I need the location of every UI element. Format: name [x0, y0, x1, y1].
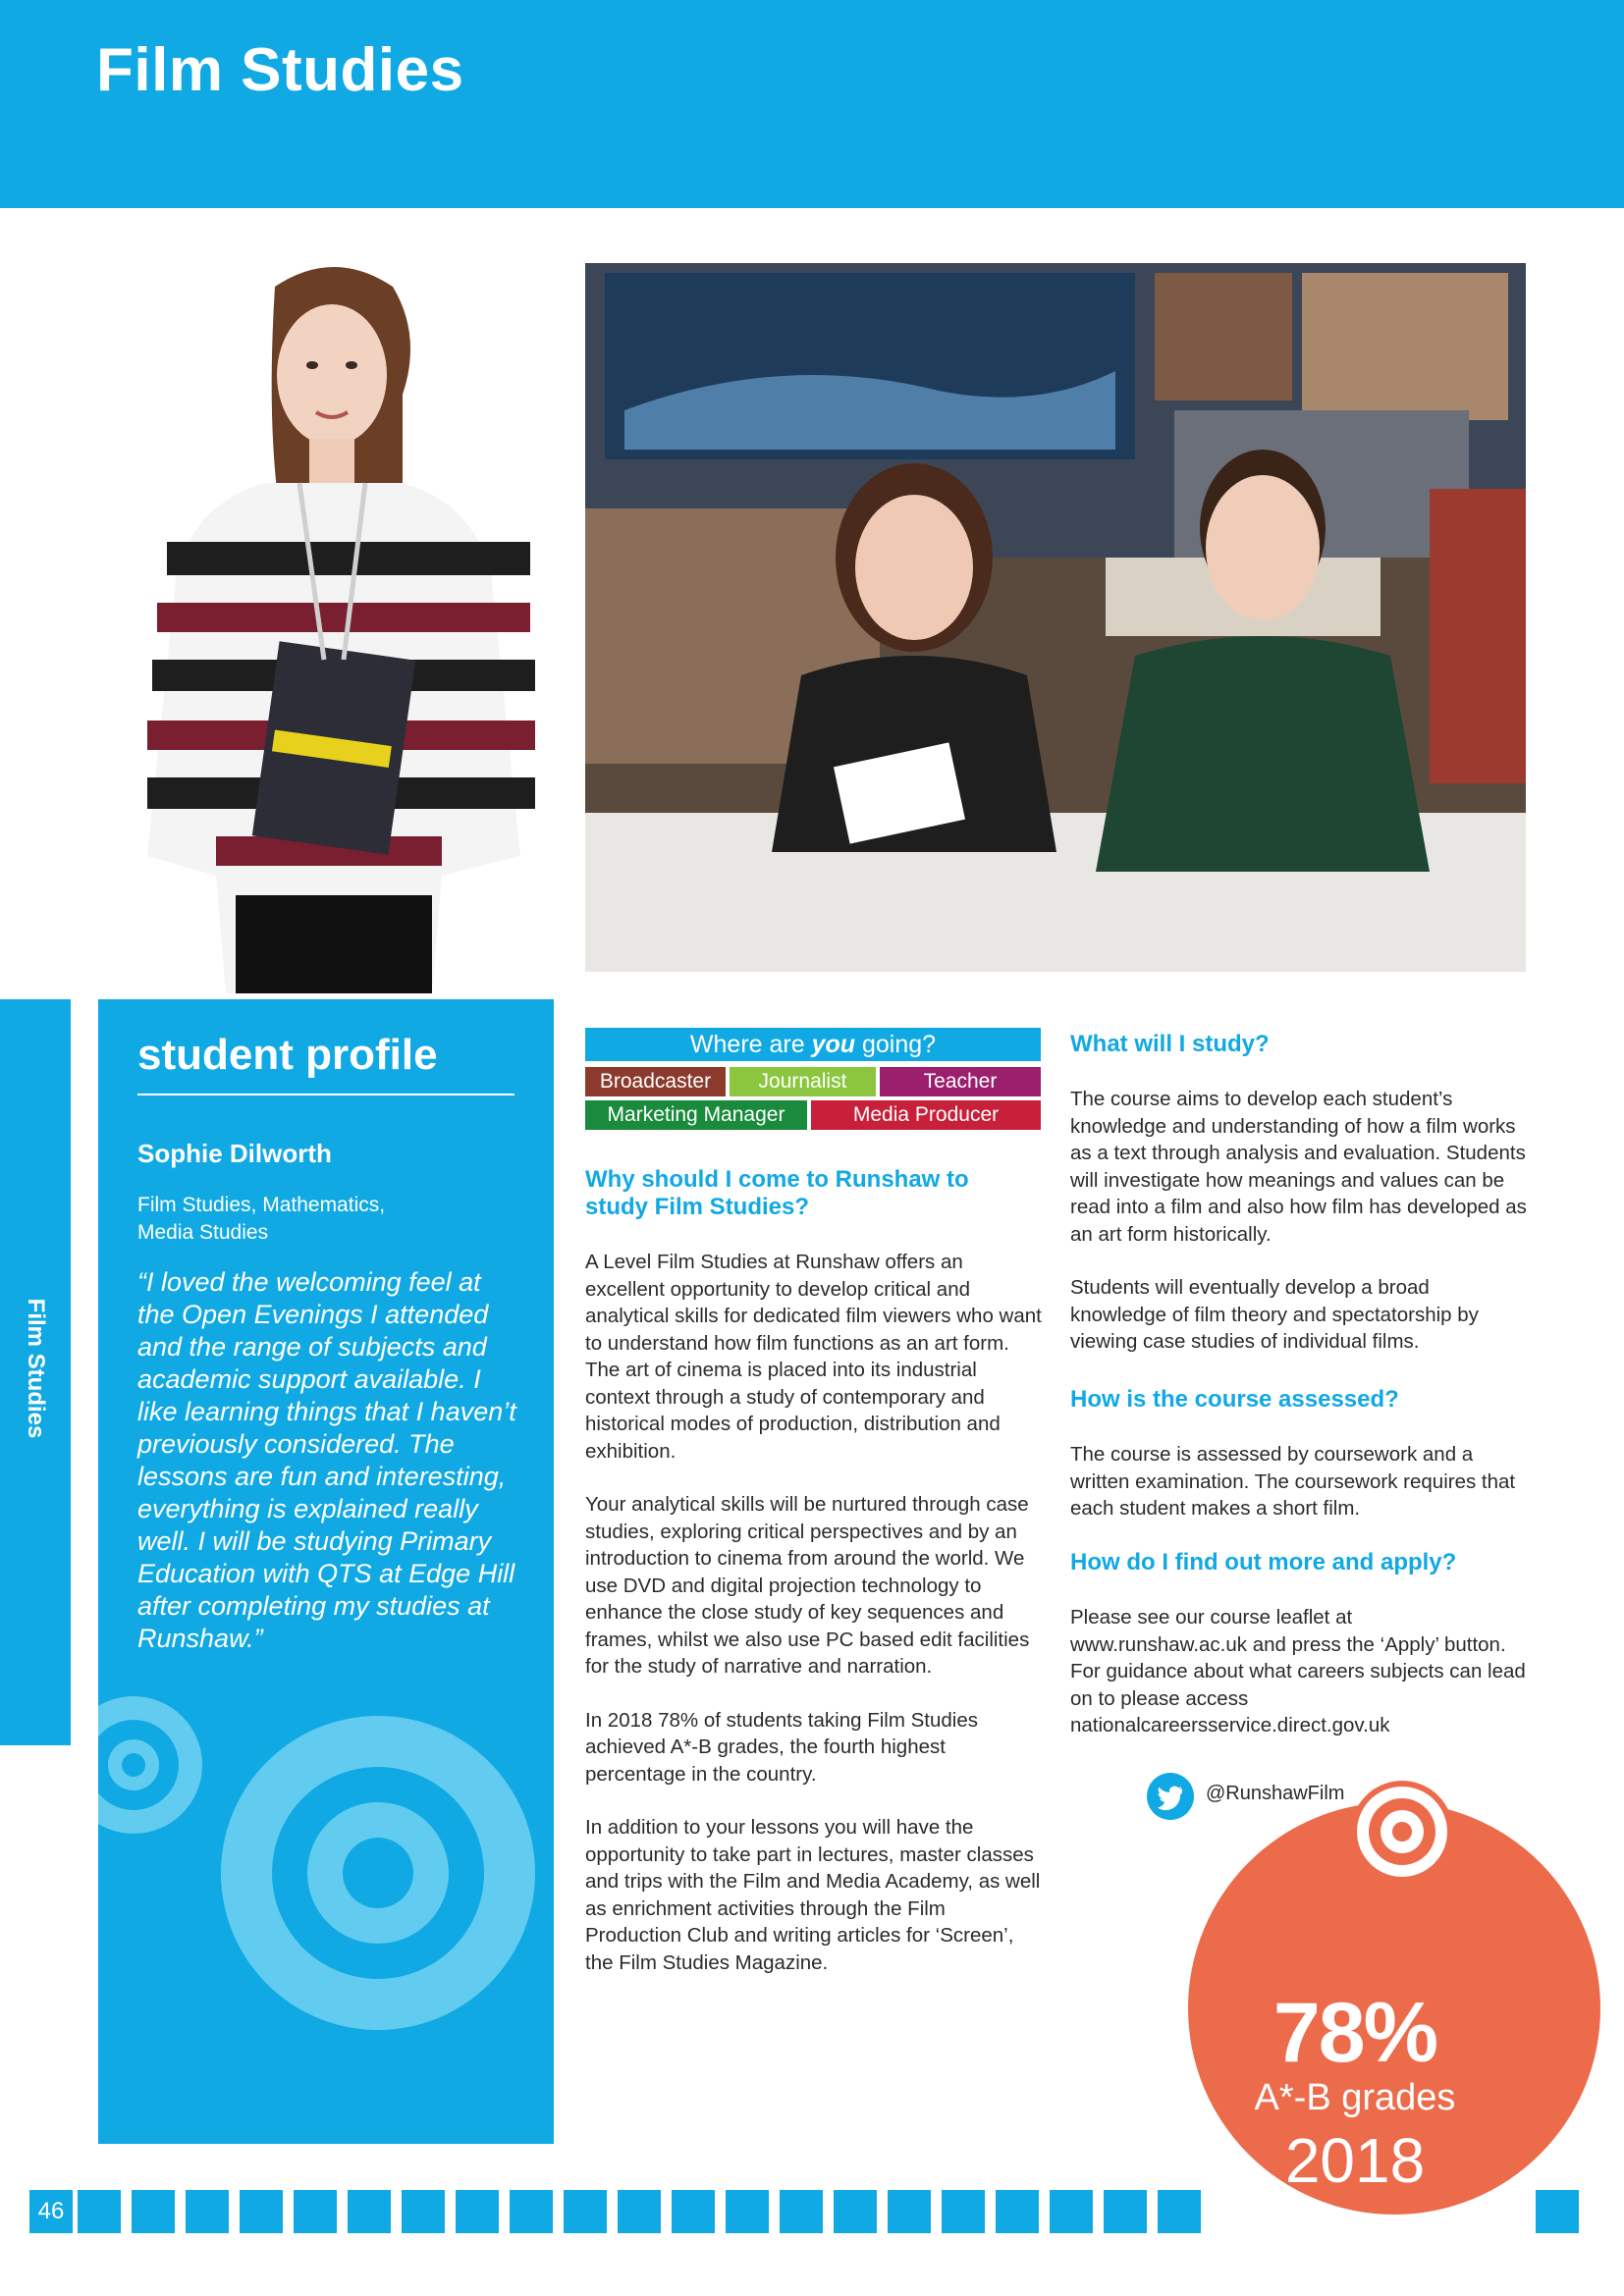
what-study-heading: What will I study? — [1070, 1031, 1270, 1057]
badge-grades-label: A*-B grades — [1254, 2077, 1456, 2118]
body-paragraph: Please see our course leaflet at www.runshaw.ac.uk and press the ‘Apply’ button. For guidance about what careers subjects can lead on to please access nationalcareersservice.direct.gov.uk — [1070, 1606, 1526, 1736]
student-profile-panel — [98, 999, 554, 2144]
student-portrait-photo — [108, 247, 560, 993]
profile-heading: student profile — [137, 1031, 438, 1079]
badge-year: 2018 — [1284, 2125, 1426, 2196]
body-paragraph: Your analytical skills will be nurtured through case studies, exploring critical perspectives and by an introduction to cinema from around the world. We use DVD and digital projection technology to enhance the close study of key sequences and frames, whilst we also use PC based edit facilities for the study of narrative and narration. — [585, 1493, 1030, 1678]
career-tag: Media Producer — [811, 1100, 1041, 1130]
student-quote: “I loved the welcoming feel at the Open Evenings I attended and the range of subjects and academic support available. I like learning things that I haven’t previously considered. The lessons are fun and interesting, everything is explained really well. I will be studying Primary Education with QTS at Edge Hill after completing my studies at Runshaw.” — [137, 1267, 516, 1653]
career-tag: Broadcaster — [585, 1067, 726, 1096]
careers-heading — [585, 1028, 1041, 1061]
body-paragraph: In addition to your lessons you will have the opportunity to take part in lectures, master classes and trips with the Film and Media Academy, as well as enrichment activities through the Film Production Club and writing articles for ‘Screen’, the Film Studies Magazine. — [585, 1816, 1041, 1974]
body-paragraph: The course is assessed by coursework and a written examination. The coursework requires that each student makes a short film. — [1070, 1443, 1516, 1520]
footer-squares — [29, 2190, 1591, 2233]
page-title: Film Studies — [96, 36, 464, 104]
assessment-heading: How is the course assessed? — [1070, 1386, 1399, 1413]
twitter-icon[interactable] — [1147, 1773, 1194, 1820]
careers-heading-emphasis: you — [811, 1031, 856, 1058]
career-tag: Teacher — [880, 1067, 1041, 1096]
body-paragraph: In 2018 78% of students taking Film Studies achieved A*-B grades, the fourth highest percentage in the country. — [585, 1708, 978, 1786]
why-runshaw-body — [585, 1249, 1043, 2002]
classroom-group-photo — [585, 263, 1526, 972]
what-study-body — [1070, 1086, 1528, 1382]
profile-divider — [137, 1094, 514, 1095]
student-subjects: Film Studies, Mathematics, Media Studies — [137, 1194, 386, 1244]
twitter-handle[interactable]: @RunshawFilm — [1206, 1783, 1345, 1804]
career-tag: Journalist — [730, 1067, 876, 1096]
why-runshaw-heading: Why should I come to Runshaw to study Film Studies? — [585, 1166, 969, 1220]
careers-heading-post: going? — [855, 1031, 937, 1058]
body-paragraph: Students will eventually develop a broad knowledge of film theory and spectatorship by viewing case studies of individual films. — [1070, 1276, 1479, 1353]
body-paragraph: A Level Film Studies at Runshaw offers an excellent opportunity to develop critical and analytical skills for dedicated film viewers who want to understand how film functions as an art form. The art of cinema is placed into its industrial context through a study of contemporary and historical modes of production, distribution and exhibition. — [585, 1251, 1042, 1463]
badge-percent: 78% — [1272, 1986, 1437, 2080]
side-section-label: Film Studies — [23, 1298, 49, 1439]
careers-heading-pre: Where are — [689, 1031, 812, 1058]
career-tag: Marketing Manager — [585, 1100, 807, 1130]
student-name: Sophie Dilworth — [137, 1139, 332, 1168]
assessment-body — [1070, 1441, 1528, 1549]
page-number: 46 — [29, 2190, 73, 2233]
apply-heading: How do I find out more and apply? — [1070, 1549, 1457, 1575]
body-paragraph: The course aims to develop each student’s knowledge and understanding of how a film works as a text through analysis and evaluation. Students will investigate how meanings and values can be read into a film and also how film has developed as an art form historically. — [1070, 1088, 1527, 1246]
target-icon — [1351, 1781, 1453, 1883]
apply-body — [1070, 1604, 1528, 1766]
